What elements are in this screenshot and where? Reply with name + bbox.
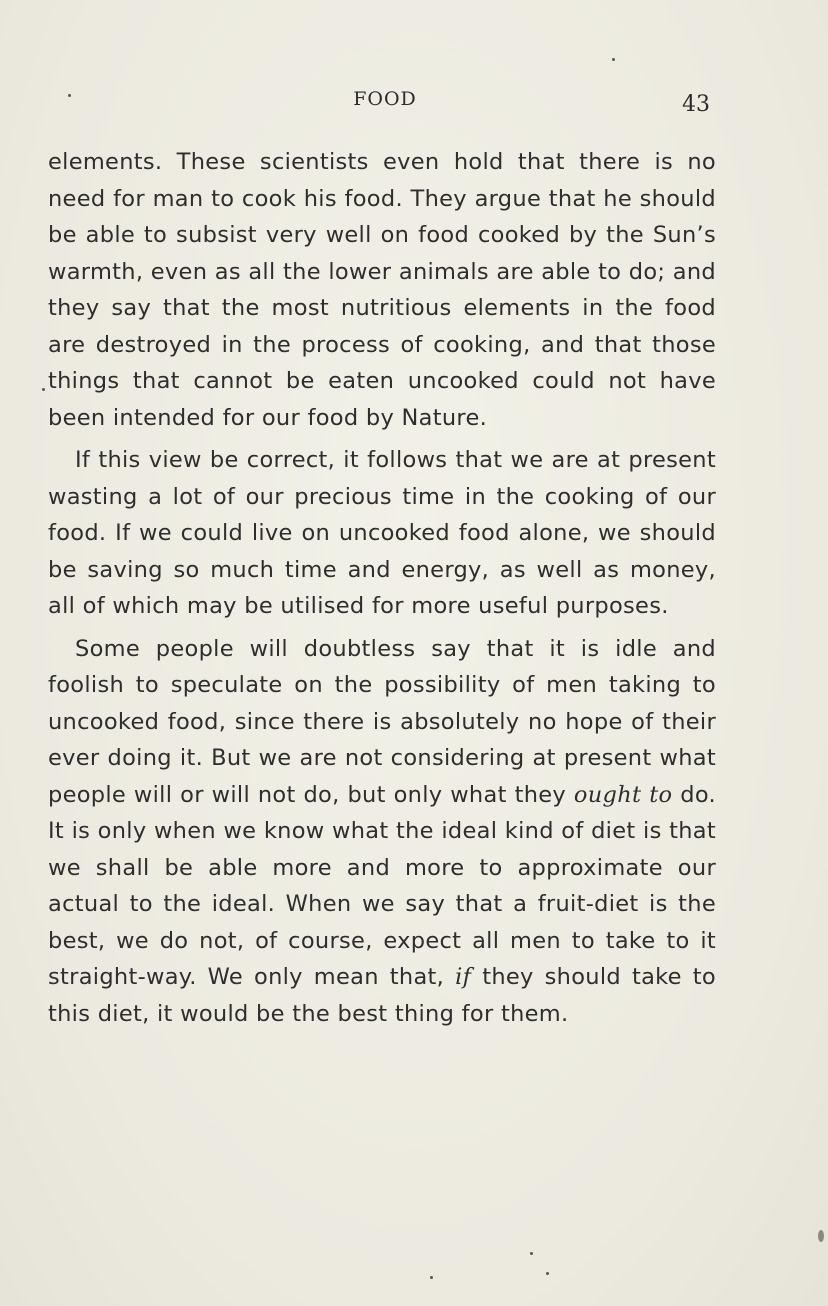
paragraph-3 [48, 631, 716, 1033]
emphasis-ought-to: ought to [573, 781, 673, 808]
page-number: 43 [682, 92, 710, 117]
paragraph-3-text-b: do. It is only when we know what the ideal kind of diet is that we shall be able more and more to approximate our actual to the ideal. When we say that a fruit-diet is the best, we do not, of course, expect all men to take to it straight-way. We only mean that, [48, 781, 716, 990]
paragraph-1: elements. These scientists even hold that there is no need for man to cook his food. They argue that he should be able to subsist very well on food cooked by the Sun’s warmth, even as all the lower animals are able to do; and they say that the most nutritious elements in the food are destroyed in the process of cooking, and that those things that cannot be eaten uncooked could not have been intended for our food by Nature. [48, 149, 716, 431]
paper-speck [530, 1252, 533, 1255]
running-head [0, 88, 828, 118]
paper-speck [42, 388, 45, 391]
paragraph-3-text-c: they should take to this diet, it would be the best thing for them. [48, 964, 716, 1027]
paper-speck [430, 1276, 433, 1279]
paper-speck [546, 1272, 549, 1275]
body-text [48, 144, 716, 1032]
paper-speck [818, 1230, 824, 1242]
paper-speck [612, 58, 615, 61]
paper-speck [68, 94, 71, 97]
page-title: FOOD [353, 88, 417, 110]
paragraph-2: If this view be correct, it follows that we are at present wasting a lot of our precious time in the cooking of our food. If we could live on uncooked food alone, we should be saving so much time and energy, as well as money, all of which may be utilised for more useful purposes. [48, 447, 716, 619]
emphasis-if: if [455, 964, 472, 990]
paragraph-3-text-a: Some people will doubtless say that it is idle and foolish to speculate on the possibility of men taking to uncooked food, since there is absolutely no hope of their ever doing it. But we are not considering at present what people will or will not do, but only what they [48, 635, 716, 808]
